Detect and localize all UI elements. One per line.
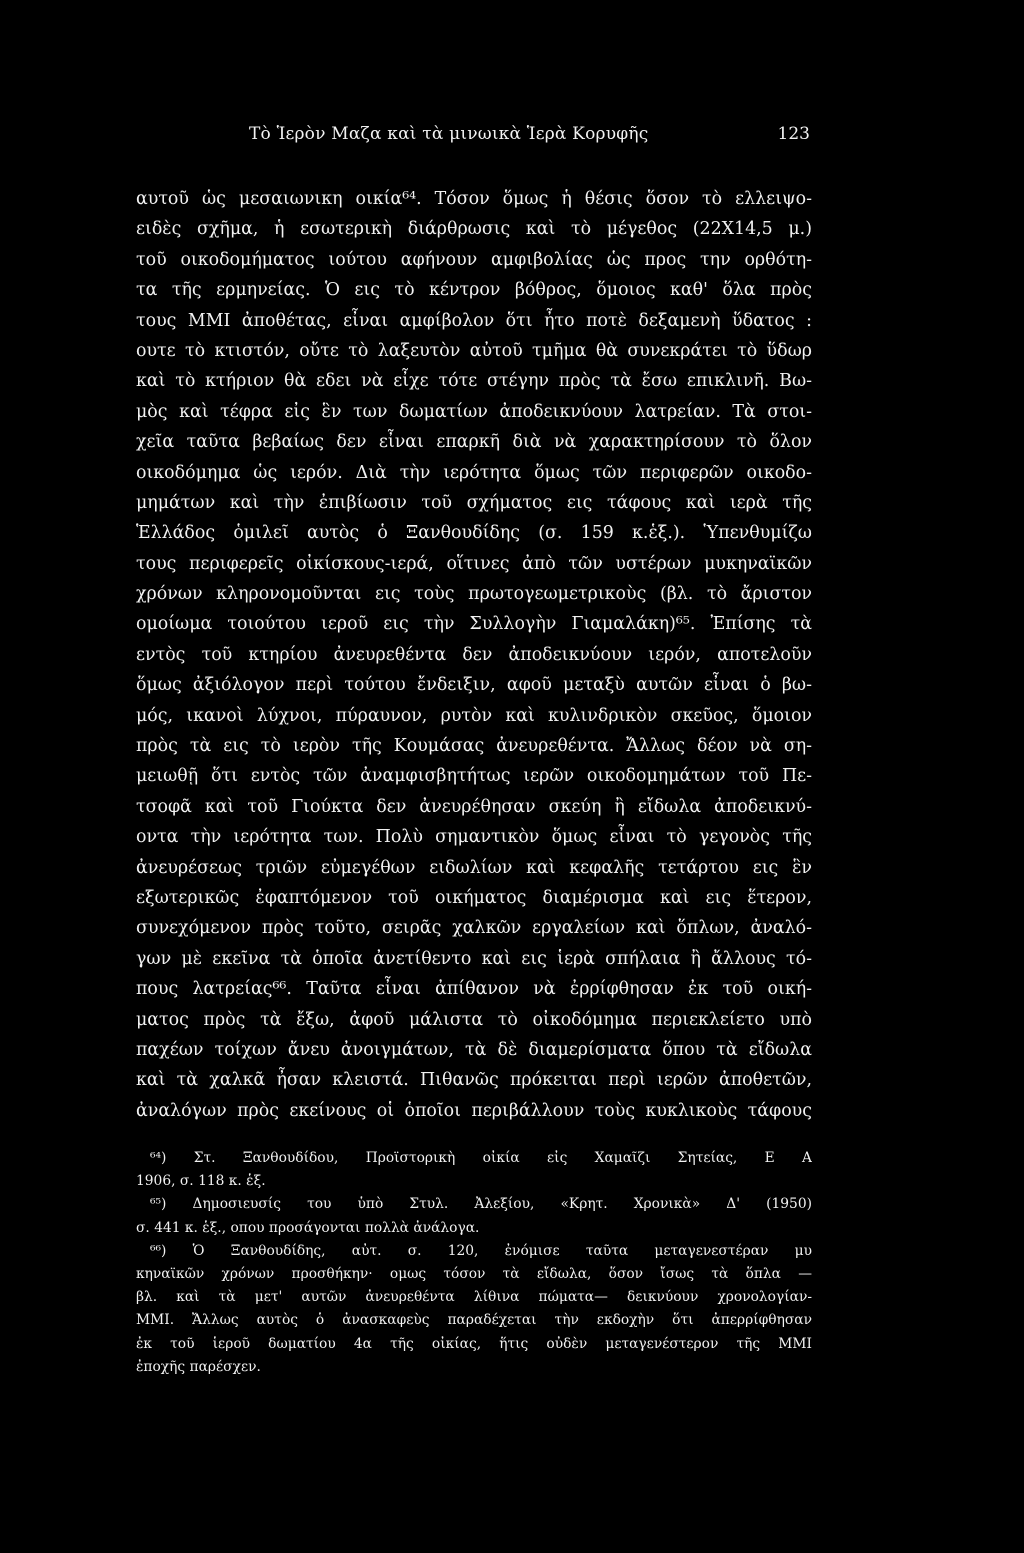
- body-line: μός, ικανοὶ λύχνοι, πύραυνον, ρυτὸν καὶ κυλινδρικὸν σκεῦος, ὅμοιον: [136, 705, 812, 726]
- body-line: ὅμως ἀξιόλογον περὶ τούτου ἔνδειξιν, αφοῦ μεταξὺ αυτῶν εἶναι ὁ βω-: [136, 675, 812, 696]
- page-number: 123: [777, 124, 810, 144]
- footnote-66-line: ἐκ τοῦ ἱεροῦ δωματίου 4α τῆς οἰκίας, ἥτις οὐδὲν μεταγενέστερον τῆς ΜΜΙ: [136, 1335, 812, 1352]
- footnote-65-line: σ. 441 κ. ἑξ., οπου προσάγονται πολλὰ ἀνάλογα.: [136, 1219, 480, 1236]
- body-line: οικοδόμημα ὡς ιερόν. Διὰ τὴν ιερότητα ὅμως τῶν περιφερῶν οικοδο-: [136, 462, 812, 483]
- footnote-64-line: ⁶⁴) Στ. Ξανθουδίδου, Προϊστορικὴ οἰκία εἰς Χαμαῖζι Σητείας, Ε Α: [150, 1150, 812, 1167]
- footnotes: [136, 1147, 812, 1379]
- book-page: [136, 124, 812, 1379]
- body-line: ειδὲς σχῆμα, ἡ εσωτερικὴ διάρθρωσις καὶ τὸ μέγεθος (22Χ14,5 μ.): [136, 219, 812, 240]
- body-line: εντὸς τοῦ κτηρίου ἀνευρεθέντα δεν ἀποδεικνύουν ιερόν, αποτελοῦν: [136, 644, 812, 665]
- running-head-title: Τὸ Ἱερὸν Μαζα καὶ τὰ μινωικὰ Ἱερὰ Κορυφῆς: [249, 124, 649, 144]
- body-line: τους περιφερεῖς οἰκίσκους-ιερά, οἵτινες ἀπὸ τῶν υστέρων μυκηναϊκῶν: [136, 553, 812, 574]
- body-line: ομοίωμα τοιούτου ιεροῦ εις τὴν Συλλογὴν Γιαμαλάκη)⁶⁵. Ἐπίσης τὰ: [136, 614, 812, 635]
- body-line: μειωθῇ ὅτι εντὸς τῶν ἀναμφισβητήτως ιερῶν οικοδομημάτων τοῦ Πε-: [136, 766, 812, 787]
- body-line: ουτε τὸ κτιστόν, οὔτε τὸ λαξευτὸν αὐτοῦ τμῆμα θὰ συνεκράτει τὸ ὕδωρ: [136, 340, 812, 361]
- running-head: [136, 124, 812, 164]
- footnote-64-line: 1906, σ. 118 κ. ἑξ.: [136, 1173, 266, 1190]
- body-line: Ἑλλάδος ὁμιλεῖ αυτὸς ὁ Ξανθουδίδης (σ. 159 κ.ἑξ.). Ὑπενθυμίζω: [136, 523, 812, 544]
- body-line: καὶ τὰ χαλκᾶ ἦσαν κλειστά. Πιθανῶς πρόκειται περὶ ιερῶν ἀποθετῶν,: [136, 1070, 812, 1091]
- footnote-66-line: κηναϊκῶν χρόνων προσθήκην· ομως τόσον τὰ εἴδωλα, ὅσον ἴσως τὰ ὅπλα —: [136, 1266, 812, 1283]
- body-line: αυτοῦ ὡς μεσαιωνικη οικία⁶⁴. Τόσον ὅμως ἡ θέσις ὅσον τὸ ελλειψο-: [136, 189, 812, 209]
- body-line: γων μὲ εκεῖνα τὰ ὁποῖα ἀνετίθεντο καὶ εις ἱερὰ σπήλαια ἢ ἄλλους τό-: [136, 948, 812, 969]
- body-line: πους λατρείας⁶⁶. Ταῦτα εἶναι ἀπίθανον νὰ ἐρρίφθησαν ἐκ τοῦ οική-: [136, 979, 812, 1000]
- body-line: οντα τὴν ιερότητα των. Πολὺ σημαντικὸν ὅμως εἶναι τὸ γεγονὸς τῆς: [136, 827, 812, 848]
- body-line: συνεχόμενον πρὸς τοῦτο, σειρᾶς χαλκῶν εργαλείων καὶ ὅπλων, ἀναλό-: [136, 918, 812, 939]
- body-line: ἀναλόγων πρὸς εκείνους οἱ ὁποῖοι περιβάλλουν τοὺς κυκλικοὺς τάφους: [136, 1100, 812, 1121]
- body-line: παχέων τοίχων ἄνευ ἀνοιγμάτων, τὰ δὲ διαμερίσματα ὅπου τὰ εἴδωλα: [136, 1039, 812, 1060]
- body-line: μὸς καὶ τέφρα εἰς ἓν των δωματίων ἀποδεικνύουν λατρείαν. Τὰ στοι-: [136, 401, 812, 422]
- body-line: ματος πρὸς τὰ ἔξω, ἀφοῦ μάλιστα τὸ οἰκοδόμημα περιεκλείετο υπὸ: [136, 1009, 812, 1030]
- body-line: εξωτερικῶς ἐφαπτόμενον τοῦ οικήματος διαμέρισμα καὶ εις ἕτερον,: [136, 887, 812, 908]
- body-line: τσοφᾶ καὶ τοῦ Γιούκτα δεν ἀνευρέθησαν σκεύη ἢ εἴδωλα ἀποδεικνύ-: [136, 796, 812, 817]
- body-line: τοῦ οικοδομήματος ιούτου αφήνουν αμφιβολίας ὡς προς την ορθότη-: [136, 249, 812, 270]
- body-line: καὶ τὸ κτήριον θὰ εδει νὰ εἶχε τότε στέγην πρὸς τὰ ἔσω επικλινῆ. Βω-: [136, 371, 812, 392]
- body-line: τους ΜΜΙ ἀποθέτας, εἶναι αμφίβολον ὅτι ἦτο ποτὲ δεξαμενὴ ὕδατος :: [136, 310, 812, 331]
- body-text: [136, 184, 812, 1126]
- body-line: τα τῆς ερμηνείας. Ὁ εις τὸ κέντρον βόθρος, ὅμοιος καθ' ὅλα πρὸς: [136, 280, 812, 301]
- body-line: χρόνων κληρονομοῦνται εις τοὺς πρωτογεωμετρικοὺς (βλ. τὸ ἄριστον: [136, 584, 812, 605]
- footnote-66-line: ἐποχῆς παρέσχεν.: [136, 1358, 261, 1375]
- body-line: ἀνευρέσεως τριῶν εὐμεγέθων ειδωλίων καὶ κεφαλῆς τετάρτου εις ἓν: [136, 857, 812, 878]
- footnote-66-line: βλ. καὶ τὰ μετ' αυτῶν ἀνευρεθέντα λίθινα πώματα— δεικνύουν χρονολογίαν-: [136, 1289, 812, 1306]
- body-line: μημάτων καὶ τὴν ἐπιβίωσιν τοῦ σχήματος εις τάφους καὶ ιερὰ τῆς: [136, 492, 812, 513]
- footnote-66-line: ⁶⁶) Ὁ Ξανθουδίδης, αὐτ. σ. 120, ἐνόμισε ταῦτα μεταγενεστέραν μυ: [150, 1242, 812, 1259]
- body-line: χεῖα ταῦτα βεβαίως δεν εἶναι επαρκῆ διὰ νὰ χαρακτηρίσουν τὸ ὅλον: [136, 432, 812, 453]
- footnote-66-line: ΜΜΙ. Ἄλλως αυτὸς ὁ ἀνασκαφεὺς παραδέχεται τὴν εκδοχὴν ὅτι ἀπερρίφθησαν: [136, 1312, 812, 1329]
- body-line: πρὸς τὰ εις τὸ ιερὸν τῆς Κουμάσας ἀνευρεθέντα. Ἄλλως δέον νὰ ση-: [136, 736, 812, 757]
- footnote-65-line: ⁶⁵) Δημοσιευσίς του ὑπὸ Στυλ. Ἀλεξίου, «Κρητ. Χρονικὰ» Δ' (1950): [150, 1196, 812, 1213]
